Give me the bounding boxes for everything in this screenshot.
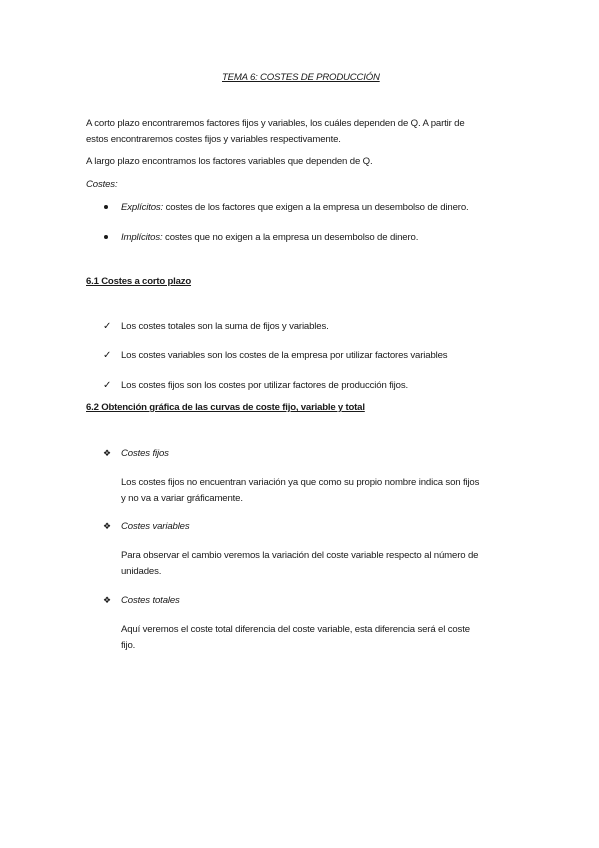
section2-label-costes-fijos: Costes fijos [121, 448, 169, 459]
costes-text: costes de los factores que exigen a la empresa un desembolso de dinero. [163, 202, 469, 213]
bullet-dot-icon [104, 205, 108, 209]
diamond-bullet-icon: ❖ [103, 595, 112, 605]
section-heading-6-1: 6.1 Costes a corto plazo [86, 276, 192, 287]
section1-item-2: Los costes variables son los costes de la empresa por utilizar factores variables [121, 350, 448, 361]
check-icon: ✓ [103, 350, 112, 361]
page-title: TEMA 6: COSTES DE PRODUCCIÓN [222, 72, 380, 83]
section2-totales-line-1: Aquí veremos el coste total diferencia del coste variable, esta diferencia será el coste [121, 624, 470, 635]
diamond-bullet-icon: ❖ [103, 521, 112, 531]
section1-item-1: Los costes totales son la suma de fijos y variables. [121, 321, 329, 332]
section2-fijos-line-2: y no va a variar gráficamente. [121, 493, 243, 504]
section2-fijos-line-1: Los costes fijos no encuentran variación ya que como su propio nombre indica son fijos [121, 477, 480, 488]
intro-line-2: estos encontraremos costes fijos y variables respectivamente. [86, 134, 341, 145]
section1-item-3: Los costes fijos son los costes por utilizar factores de producción fijos. [121, 380, 408, 391]
check-icon: ✓ [103, 380, 112, 391]
section2-label-costes-totales: Costes totales [121, 595, 180, 606]
section2-label-costes-variables: Costes variables [121, 521, 190, 532]
intro-line-3: A largo plazo encontramos los factores variables que dependen de Q. [86, 156, 373, 167]
diamond-bullet-icon: ❖ [103, 448, 112, 458]
costes-text: costes que no exigen a la empresa un desembolso de dinero. [162, 232, 419, 243]
section2-variables-line-2: unidades. [121, 566, 162, 577]
costes-item-explicitos [121, 201, 469, 214]
section2-totales-line-2: fijo. [121, 640, 136, 651]
check-icon: ✓ [103, 321, 112, 332]
bullet-dot-icon [104, 235, 108, 239]
costes-term: Explícitos: [121, 202, 164, 213]
section2-variables-line-1: Para observar el cambio veremos la variación del coste variable respecto al número de [121, 550, 479, 561]
costes-term: Implícitos: [121, 232, 163, 243]
intro-line-1: A corto plazo encontraremos factores fijos y variables, los cuáles dependen de Q. A partir de [86, 118, 465, 129]
section-heading-6-2: 6.2 Obtención gráfica de las curvas de coste fijo, variable y total [86, 402, 365, 413]
costes-label: Costes: [86, 179, 118, 190]
costes-item-implicitos [121, 231, 418, 244]
